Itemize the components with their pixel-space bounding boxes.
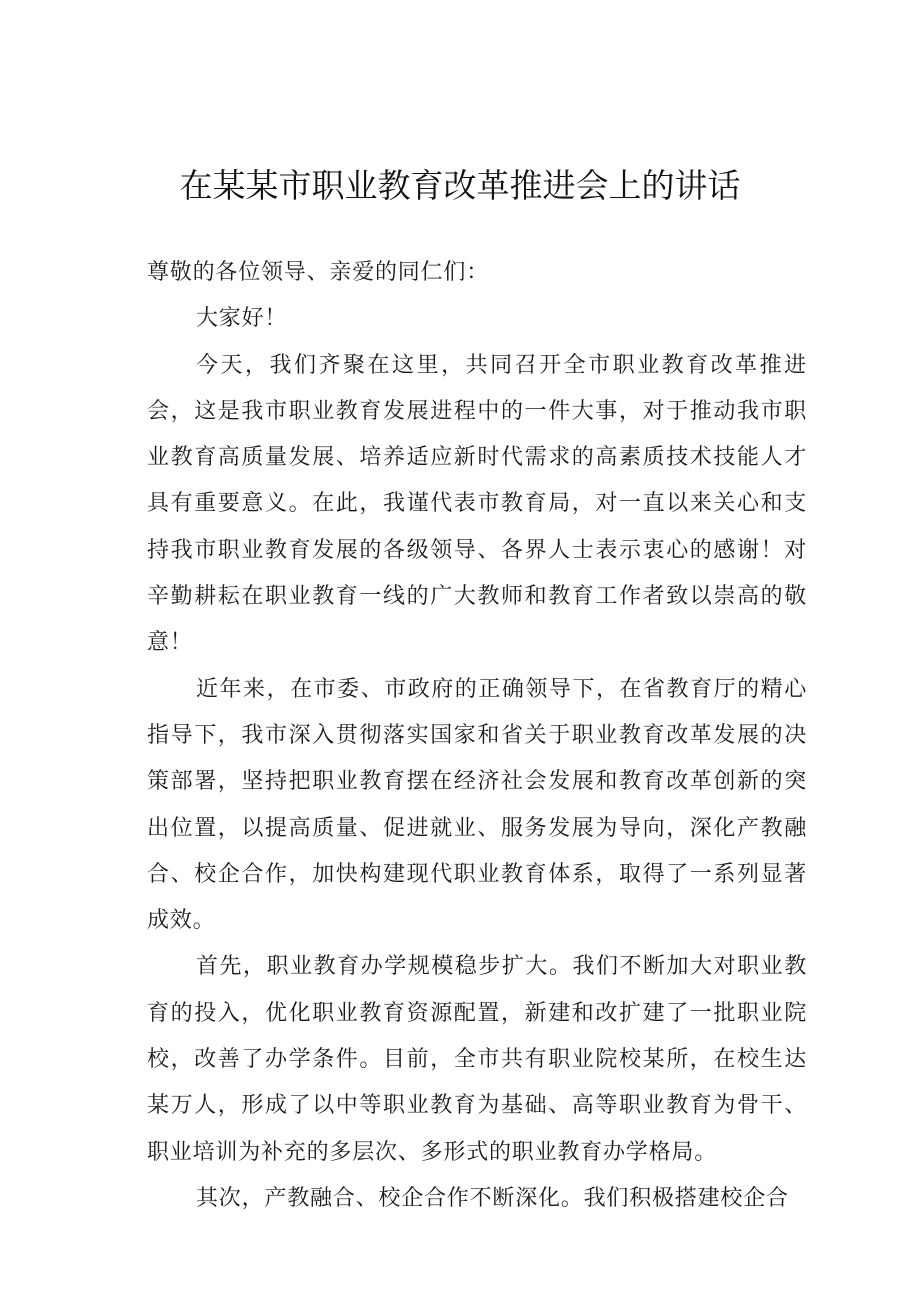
document-body (147, 250, 807, 1222)
salutation: 尊敬的各位领导、亲爱的同仁们： (147, 260, 490, 285)
paragraph-first-point: 首先，职业教育办学规模稳步扩大。我们不断加大对职业教育的投入，优化职业教育资源配置，新建和改扩建了一批职业院校，改善了办学条件。目前，全市共有职业院校某所，在校生达某万人，形成了以中等职业教育为基础、高等职业教育为骨干、职业培训为补充的多层次、多形式的职业教育办学格局。 (147, 954, 807, 1165)
paragraph-greeting: 大家好！ (196, 306, 288, 332)
paragraph-second-point: 其次，产教融合、校企合作不断深化。我们积极搭建校企合 (196, 1185, 789, 1211)
paragraph-opening: 今天，我们齐聚在这里，共同召开全市职业教育改革推进会，这是我市职业教育发展进程中的一件大事，对于推动我市职业教育高质量发展、培养适应新时代需求的高素质技术技能人才具有重要意义。在此，我谨代表市教育局，对一直以来关心和支持我市职业教育发展的各级领导、各界人士表示衷心的感谢！对辛勤耕耘在职业教育一线的广大教师和教育工作者致以崇高的敬意！ (147, 352, 807, 656)
document-title: 在某某市职业教育改革推进会上的讲话 (179, 166, 741, 205)
paragraph-achievements: 近年来，在市委、市政府的正确领导下，在省教育厅的精心指导下，我市深入贯彻落实国家和省关于职业教育改革发展的决策部署，坚持把职业教育摆在经济社会发展和教育改革创新的突出位置，以提高质量、促进就业、服务发展为导向，深化产教融合、校企合作，加快构建现代职业教育体系，取得了一系列显著成效。 (147, 676, 807, 934)
